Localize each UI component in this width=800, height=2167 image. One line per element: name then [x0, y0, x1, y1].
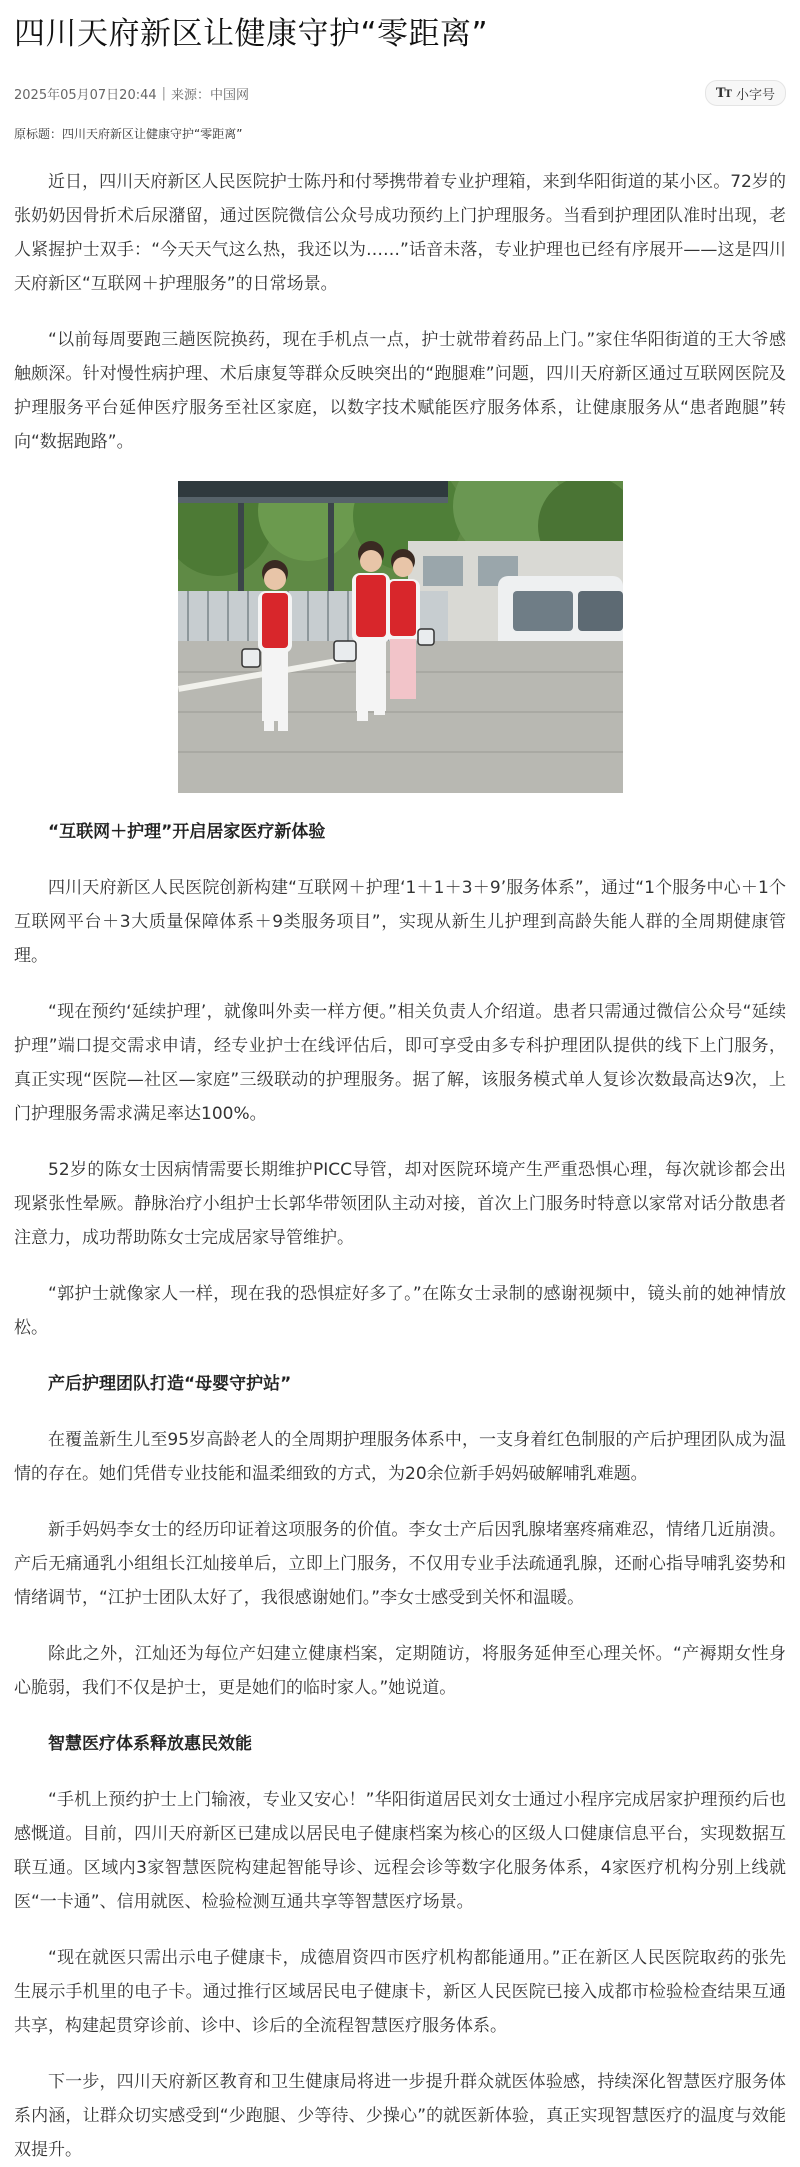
paragraph: 新手妈妈李女士的经历印证着这项服务的价值。李女士产后因乳腺堵塞疼痛难忍，情绪几近崩溃。产后无痛通乳小组组长江灿接单后，立即上门服务，不仅用专业手法疏通乳腺，还耐心指导哺乳姿势和情绪调节，“江护士团队太好了，我很感谢她们。”李女士感受到关怀和温暖。 — [14, 1520, 786, 1608]
paragraph: “现在预约‘延续护理’，就像叫外卖一样方便。”相关负责人介绍道。患者只需通过微信公众号“延续护理”端口提交需求申请，经专业护士在线评估后，即可享受由多专科护理团队提供的线下上门服务，真正实现“医院—社区—家庭”三级联动的护理服务。据了解，该服务模式单人复诊次数最高达9次，上门护理服务需求满足率达100%。 — [14, 1002, 786, 1124]
section-heading: “互联网＋护理”开启居家医疗新体验 — [48, 822, 326, 842]
paragraph: 四川天府新区人民医院创新构建“互联网＋护理‘1＋1＋3＋9’服务体系”，通过“1个服务中心＋1个互联网平台＋3大质量保障体系＋9类服务项目”，实现从新生儿护理到高龄失能人群的全周期健康管理。 — [14, 878, 786, 966]
paragraph: 在覆盖新生儿至95岁高龄老人的全周期护理服务体系中，一支身着红色制服的产后护理团队成为温情的存在。她们凭借专业技能和温柔细致的方式，为20余位新手妈妈破解哺乳难题。 — [14, 1430, 786, 1484]
section-heading: 产后护理团队打造“母婴守护站” — [48, 1374, 292, 1394]
article-body — [14, 165, 786, 2167]
paragraph: “郭护士就像家人一样，现在我的恐惧症好多了。”在陈女士录制的感谢视频中，镜头前的她神情放松。 — [14, 1284, 786, 1338]
meta-separator: | — [161, 85, 167, 101]
paragraph: 下一步，四川天府新区教育和卫生健康局将进一步提升群众就医体验感，持续深化智慧医疗服务体系内涵，让群众切实感受到“少跑腿、少等待、少操心”的就医新体验，真正实现智慧医疗的温度与效能双提升。 — [14, 2072, 786, 2160]
article-meta-row — [14, 78, 786, 108]
paragraph: 52岁的陈女士因病情需要长期维护PICC导管，却对医院环境产生严重恐惧心理，每次就诊都会出现紧张性晕厥。静脉治疗小组护士长郭华带领团队主动对接，首次上门服务时特意以家常对话分散患者注意力，成功帮助陈女士完成居家导管维护。 — [14, 1160, 786, 1248]
section-heading: 智慧医疗体系释放惠民效能 — [48, 1734, 252, 1754]
article-title: 四川天府新区让健康守护“零距离” — [14, 16, 489, 52]
original-title: 原标题：四川天府新区让健康守护“零距离” — [14, 127, 243, 141]
paragraph: “现在就医只需出示电子健康卡，成德眉资四市医疗机构都能通用。”正在新区人民医院取药的张先生展示手机里的电子卡。通过推行区域居民电子健康卡，新区人民医院已接入成都市检验检查结果互通共享，构建起贯穿诊前、诊中、诊后的全流程智慧医疗服务体系。 — [14, 1948, 786, 2036]
paragraph: 除此之外，江灿还为每位产妇建立健康档案，定期随访，将服务延伸至心理关怀。“产褥期女性身心脆弱，我们不仅是护士，更是她们的临时家人。”她说道。 — [14, 1644, 786, 1698]
font-size-toggle-button[interactable] — [705, 80, 786, 106]
article-photo-nurses — [178, 481, 623, 793]
source-label: 来源： — [171, 87, 211, 103]
source-name[interactable]: 中国网 — [210, 87, 250, 103]
article-meta — [14, 84, 249, 103]
font-size-icon: TT — [715, 85, 731, 101]
paragraph: “以前每周要跑三趟医院换药，现在手机点一点，护士就带着药品上门。”家住华阳街道的王大爷感触颇深。针对慢性病护理、术后康复等群众反映突出的“跑腿难”问题，四川天府新区通过互联网医院及护理服务平台延伸医疗服务至社区家庭，以数字技术赋能医疗服务体系，让健康服务从“患者跑腿”转向“数据跑路”。 — [14, 330, 786, 452]
paragraph: “手机上预约护士上门输液，专业又安心！”华阳街道居民刘女士通过小程序完成居家护理预约后也感慨道。目前，四川天府新区已建成以居民电子健康档案为核心的区级人口健康信息平台，实现数据互联互通。区域内3家智慧医院构建起智能导诊、远程会诊等数字化服务体系，4家医疗机构分别上线就医“一卡通”、信用就医、检验检测互通共享等智慧医疗场景。 — [14, 1790, 786, 1912]
publish-datetime: 2025年05月07日20:44 — [14, 87, 157, 103]
paragraph: 近日，四川天府新区人民医院护士陈丹和付琴携带着专业护理箱，来到华阳街道的某小区。72岁的张奶奶因骨折术后尿潴留，通过医院微信公众号成功预约上门护理服务。当看到护理团队准时出现，老人紧握护士双手：“今天天气这么热，我还以为……”话音未落，专业护理也已经有序展开——这是四川天府新区“互联网＋护理服务”的日常场景。 — [14, 172, 786, 294]
font-size-toggle-label: 小字号 — [735, 87, 775, 103]
